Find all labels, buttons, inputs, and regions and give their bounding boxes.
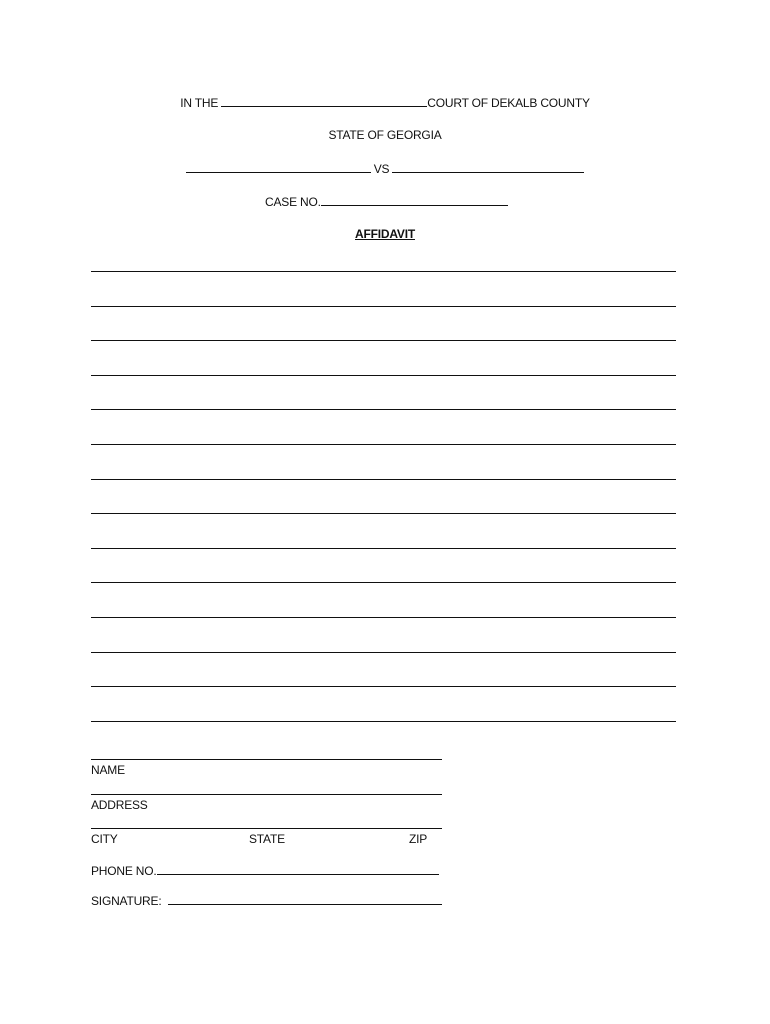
court-name-blank[interactable] bbox=[221, 95, 427, 107]
affidavit-body-line[interactable] bbox=[91, 479, 676, 480]
state-label: STATE bbox=[249, 832, 285, 846]
name-label: NAME bbox=[91, 763, 125, 777]
affidavit-body-line[interactable] bbox=[91, 652, 676, 653]
affidavit-body-line[interactable] bbox=[91, 617, 676, 618]
parties-line bbox=[0, 161, 770, 176]
address-rule[interactable] bbox=[91, 794, 442, 795]
defendant-blank[interactable] bbox=[392, 161, 584, 173]
court-prefix: IN THE bbox=[180, 96, 219, 110]
city-label: CITY bbox=[91, 832, 118, 846]
case-no-label: CASE NO. bbox=[265, 195, 321, 209]
zip-label: ZIP bbox=[409, 832, 428, 846]
signature-label: SIGNATURE: bbox=[91, 894, 162, 908]
name-rule[interactable] bbox=[91, 759, 442, 760]
address-label: ADDRESS bbox=[91, 798, 148, 812]
affidavit-body-line[interactable] bbox=[91, 271, 676, 272]
affidavit-body-line[interactable] bbox=[91, 548, 676, 549]
signature-line bbox=[91, 893, 442, 908]
affidavit-body-line[interactable] bbox=[91, 306, 676, 307]
phone-label: PHONE NO. bbox=[91, 864, 157, 878]
affidavit-body-line[interactable] bbox=[91, 340, 676, 341]
state-line: STATE OF GEORGIA bbox=[328, 128, 442, 142]
versus-label: VS bbox=[373, 162, 390, 176]
court-suffix: COURT OF DEKALB COUNTY bbox=[427, 96, 590, 110]
page-title: AFFIDAVIT bbox=[355, 227, 415, 241]
affidavit-body-line[interactable] bbox=[91, 721, 676, 722]
city-state-zip-rule[interactable] bbox=[91, 828, 442, 829]
affidavit-body-line[interactable] bbox=[91, 375, 676, 376]
plaintiff-blank[interactable] bbox=[186, 161, 371, 173]
affidavit-body-line[interactable] bbox=[91, 513, 676, 514]
affidavit-body-line[interactable] bbox=[91, 409, 676, 410]
phone-blank[interactable] bbox=[157, 863, 439, 875]
affidavit-body-line[interactable] bbox=[91, 686, 676, 687]
case-number-line bbox=[265, 194, 508, 209]
case-number-blank[interactable] bbox=[321, 194, 508, 206]
court-line bbox=[0, 95, 770, 110]
affidavit-body-line[interactable] bbox=[91, 444, 676, 445]
affidavit-body-line[interactable] bbox=[91, 582, 676, 583]
signature-blank[interactable] bbox=[168, 893, 442, 905]
phone-line bbox=[91, 863, 439, 878]
